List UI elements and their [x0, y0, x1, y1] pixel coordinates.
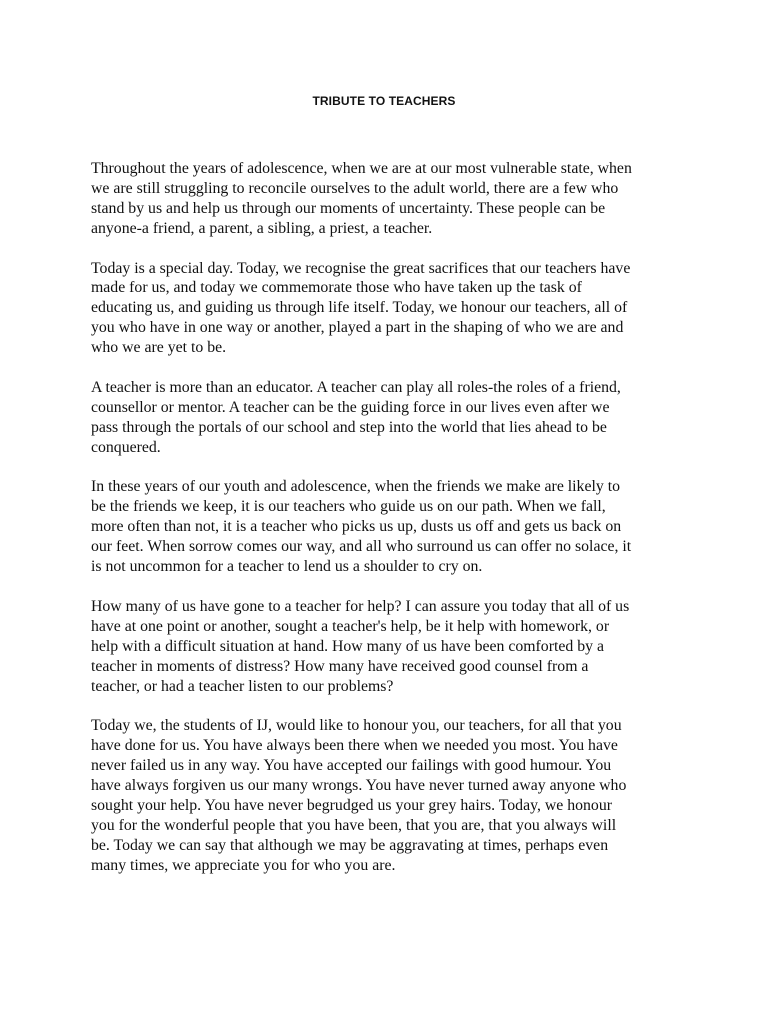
text-line: be. Today we can say that although we may be aggravating at times, perhaps even [91, 836, 609, 854]
text-line: have done for us. You have always been there when we needed you most. You have [91, 737, 618, 755]
text-line: anyone-a friend, a parent, a sibling, a priest, a teacher. [91, 219, 433, 237]
text-line: is not uncommon for a teacher to lend us a shoulder to cry on. [91, 558, 483, 576]
text-line: Throughout the years of adolescence, when we are at our most vulnerable state, when [91, 160, 632, 177]
text-line: In these years of our youth and adolescence, when the friends we make are likely to [91, 478, 620, 496]
text-line: our feet. When sorrow comes our way, and all who surround us can offer no solace, it [91, 538, 632, 556]
text-line: be the friends we keep, it is our teachers who guide us on our path. When we fall, [91, 498, 606, 516]
paragraph [91, 159, 691, 239]
text-line: educating us, and guiding us through life itself. Today, we honour our teachers, all of [91, 299, 628, 317]
paragraph [91, 378, 691, 458]
text-line: A teacher is more than an educator. A teacher can play all roles-the roles of a friend, [91, 378, 621, 396]
text-line: How many of us have gone to a teacher for help? I can assure you today that all of us [91, 597, 630, 615]
text-line: help with a difficult situation at hand. How many of us have been comforted by a [91, 637, 604, 655]
text-line: Today is a special day. Today, we recognise the great sacrifices that our teachers have [91, 259, 631, 277]
text-line: sought your help. You have never begrudged us your grey hairs. Today, we honour [91, 796, 612, 814]
document-body [91, 159, 691, 895]
text-line: who we are yet to be. [91, 339, 227, 357]
text-line: stand by us and help us through our moments of uncertainty. These people can be [91, 199, 606, 217]
text-line: more often than not, it is a teacher who picks us up, dusts us off and gets us back on [91, 518, 622, 536]
text-line: we are still struggling to reconcile ourselves to the adult world, there are a few who [91, 179, 619, 197]
text-line: teacher, or had a teacher listen to our problems? [91, 677, 394, 695]
text-line: conquered. [91, 438, 161, 456]
paragraph [91, 597, 691, 697]
text-line: have always forgiven us our many wrongs. You have never turned away anyone who [91, 777, 627, 795]
text-line: many times, we appreciate you for who you are. [91, 856, 396, 874]
text-line: teacher in moments of distress? How many have received good counsel from a [91, 657, 589, 675]
text-line: counsellor or mentor. A teacher can be the guiding force in our lives even after we [91, 398, 610, 416]
paragraph [91, 259, 691, 359]
text-line: you who have in one way or another, played a part in the shaping of who we are and [91, 319, 624, 337]
text-line: never failed us in any way. You have accepted our failings with good humour. You [91, 757, 612, 775]
text-line: have at one point or another, sought a teacher's help, be it help with homework, or [91, 617, 610, 635]
text-line: pass through the portals of our school and step into the world that lies ahead to be [91, 418, 607, 436]
text-line: you for the wonderful people that you have been, that you are, that you always will [91, 816, 617, 834]
paragraph [91, 716, 691, 875]
text-line: made for us, and today we commemorate those who have taken up the task of [91, 279, 582, 297]
text-line: Today we, the students of IJ, would like to honour you, our teachers, for all that you [91, 717, 622, 735]
document-title: TRIBUTE TO TEACHERS [312, 94, 456, 108]
paragraph [91, 477, 691, 577]
